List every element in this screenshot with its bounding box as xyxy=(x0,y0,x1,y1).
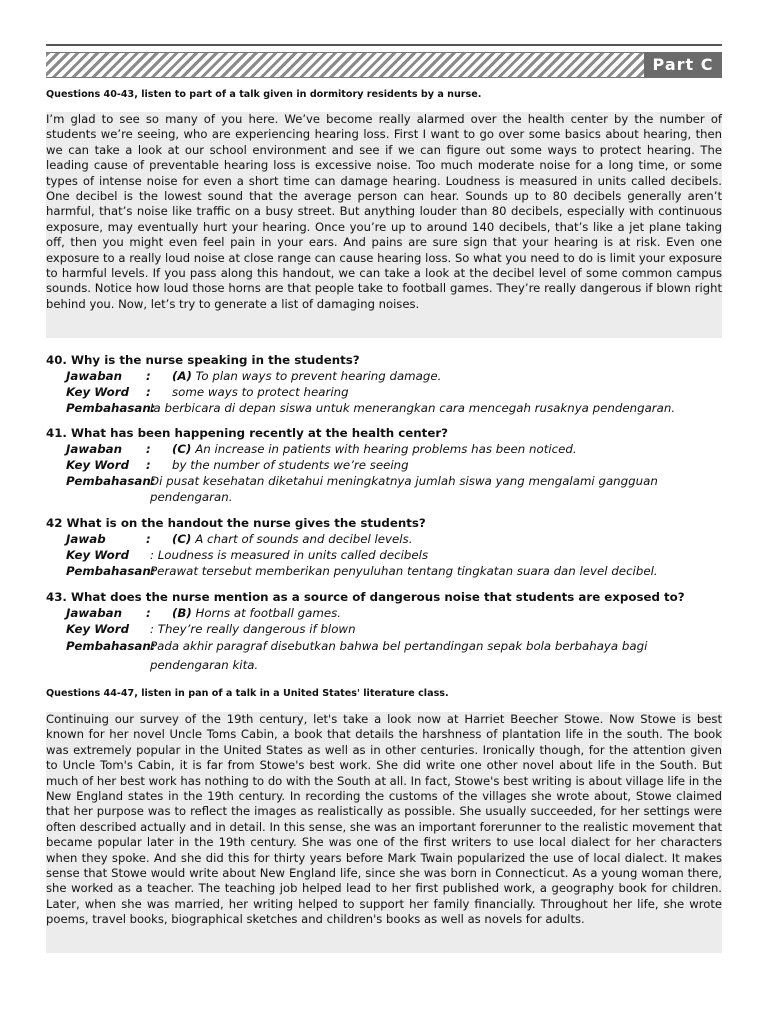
part-label: Part C xyxy=(644,52,722,78)
answer-label: Jawaban xyxy=(66,606,123,620)
discussion-text: Ia berbicara di depan siswa untuk menerangkan cara mencegah rusaknya pendengaran. xyxy=(150,401,676,415)
keyword-text: by the number of students we’re seeing xyxy=(172,458,409,472)
question-title: 43. What does the nurse mention as a source of dangerous noise that students are exposed to? xyxy=(46,590,685,604)
answer-text: A chart of sounds and decibel levels. xyxy=(195,532,413,546)
answer-label: Jawaban xyxy=(66,442,123,456)
discussion-text: Perawat tersebut memberikan penyuluhan tentang tingkatan suara dan level decibel. xyxy=(150,564,658,578)
question-42 xyxy=(46,515,726,579)
section1-passage-text: I’m glad to see so many of you here. We’ve become really alarmed over the health center by the number of students we’re seeing, who are experiencing hearing loss. First I want to go over some basics about hearing, then we can take a look at our school environment and see if we can figure out some ways to protect hearing. The leading cause of preventable hearing loss is excessive noise. Too much moderate noise for a long time, or some types of intense noise for even a short time can damage hearing. Loudness is measured in units called decibels. One decibel is the lowest sound that the average person can hear. Sounds up to 80 decibels generally aren’t harmful, that’s noise like traffic on a busy street. But anything louder than 80 decibels, especially with continuous exposure, may eventually hurt your hearing. Once you’re up to around 140 decibels, that’s like a jet plane taking off, then you might even feel pain in your ears. And pains are sure sign that your hearing is at risk. Even one exposure to a really loud noise at close range can cause hearing loss. So what you need to do is limit your exposure to harmful levels. If you pass along this handout, we can take a look at the decibel level of some common campus sounds. Notice how loud those horns are that people take to football games. They’re really dangerous if blown right behind you. Now, let’s try to generate a list of damaging noises. xyxy=(46,112,722,311)
discussion-text: Di pusat kesehatan diketahui meningkatnya jumlah siswa yang mengalami gangguan pendengaran. xyxy=(150,474,658,504)
discussion-label: Pembahasan: xyxy=(66,401,156,415)
section2-passage xyxy=(46,712,722,953)
question-41 xyxy=(46,425,726,505)
section-banner xyxy=(46,52,722,78)
section2-heading: Questions 44-47, listen in pan of a talk in a United States' literature class. xyxy=(46,688,449,699)
discussion-label: Pembahasan: xyxy=(66,639,156,653)
section1-passage xyxy=(46,112,722,338)
keyword-text: : Loudness is measured in units called decibels xyxy=(150,548,429,562)
keyword-row: Key Word : by the number of students we’re seeing xyxy=(46,457,726,473)
keyword-row xyxy=(46,547,726,563)
keyword-text: : They’re really dangerous if blown xyxy=(150,622,356,636)
discussion-label: Pembahasan: xyxy=(66,564,156,578)
question-title: 40. Why is the nurse speaking in the students? xyxy=(46,353,360,367)
answer-row: Jawab : (C) A chart of sounds and decibel levels. xyxy=(46,531,726,547)
answer-text: Horns at football games. xyxy=(195,606,342,620)
answer-option: (C) xyxy=(172,532,192,546)
question-title: 42 What is on the handout the nurse gives the students? xyxy=(46,516,426,530)
discussion-row xyxy=(46,400,726,416)
keyword-label: Key Word xyxy=(66,458,130,472)
answer-row: Jawaban : (C) An increase in patients with hearing problems has been noticed. xyxy=(46,441,726,457)
discussion-row xyxy=(46,563,726,579)
answer-row: Jawaban : (B) Horns at football games. xyxy=(46,605,726,621)
answer-option: (A) xyxy=(172,369,192,383)
keyword-row xyxy=(46,621,726,637)
keyword-label: Key Word xyxy=(66,548,130,562)
discussion-row xyxy=(46,473,726,505)
keyword-label: Key Word xyxy=(66,622,130,636)
section1-heading: Questions 40-43, listen to part of a talk given in dormitory residents by a nurse. xyxy=(46,89,482,100)
question-title: 41. What has been happening recently at the health center? xyxy=(46,426,448,440)
discussion-text: Pada akhir paragraf disebutkan bahwa bel pertandingan sepak bola berbahaya bagi pendengaran kita. xyxy=(150,639,648,672)
answer-option: (C) xyxy=(172,442,192,456)
answer-row: Jawaban : (A) To plan ways to prevent hearing damage. xyxy=(46,368,726,384)
question-40 xyxy=(46,352,726,416)
answer-label: Jawab xyxy=(66,532,106,546)
discussion-row xyxy=(46,637,726,675)
section2-passage-text: Continuing our survey of the 19th century, let's take a look now at Harriet Beecher Stowe. Now Stowe is best known for her novel Uncle Toms Cabin, a book that details the harshness of plantation life in the south. The book was extremely popular in the United States as well as in other centuries. Ironically though, for the attention given to Uncle Tom's Cabin, it is far from Stowe's best work. She did write one other novel about life in the South. But much of her best work has nothing to do with the South at all. In fact, Stowe's best writing is about village life in the New England states in the 19th century. In recording the customs of the villages she wrote about, Stowe claimed that her purpose was to reflect the images as realistically as possible. She usually succeeded, for her settings were often described actually and in detail. In this sense, she was an important forerunner to the realistic movement that became popular later in the 19th century. She was one of the first writers to use local dialect for her characters when they spoke. And she did this for thirty years before Mark Twain popularized the use of local dialect. It makes sense that Stowe would write about New England life, since she was born in Connecticut. As a young woman there, she worked as a teacher. The teaching job helped lead to her first published work, a geography book for children. Later, when she was married, her writing helped to support her family financially. Throughout her life, she wrote poems, travel books, biographical sketches and children's books as well as novels for adults. xyxy=(46,712,722,927)
keyword-label: Key Word xyxy=(66,385,130,399)
keyword-row: Key Word : some ways to protect hearing xyxy=(46,384,726,400)
discussion-label: Pembahasan: xyxy=(66,474,156,488)
answer-text: To plan ways to prevent hearing damage. xyxy=(195,369,442,383)
keyword-text: some ways to protect hearing xyxy=(172,385,349,399)
answer-option: (B) xyxy=(172,606,192,620)
answer-text: An increase in patients with hearing problems has been noticed. xyxy=(195,442,577,456)
question-43 xyxy=(46,589,726,675)
answer-label: Jawaban xyxy=(66,369,123,383)
top-rule xyxy=(46,44,722,46)
